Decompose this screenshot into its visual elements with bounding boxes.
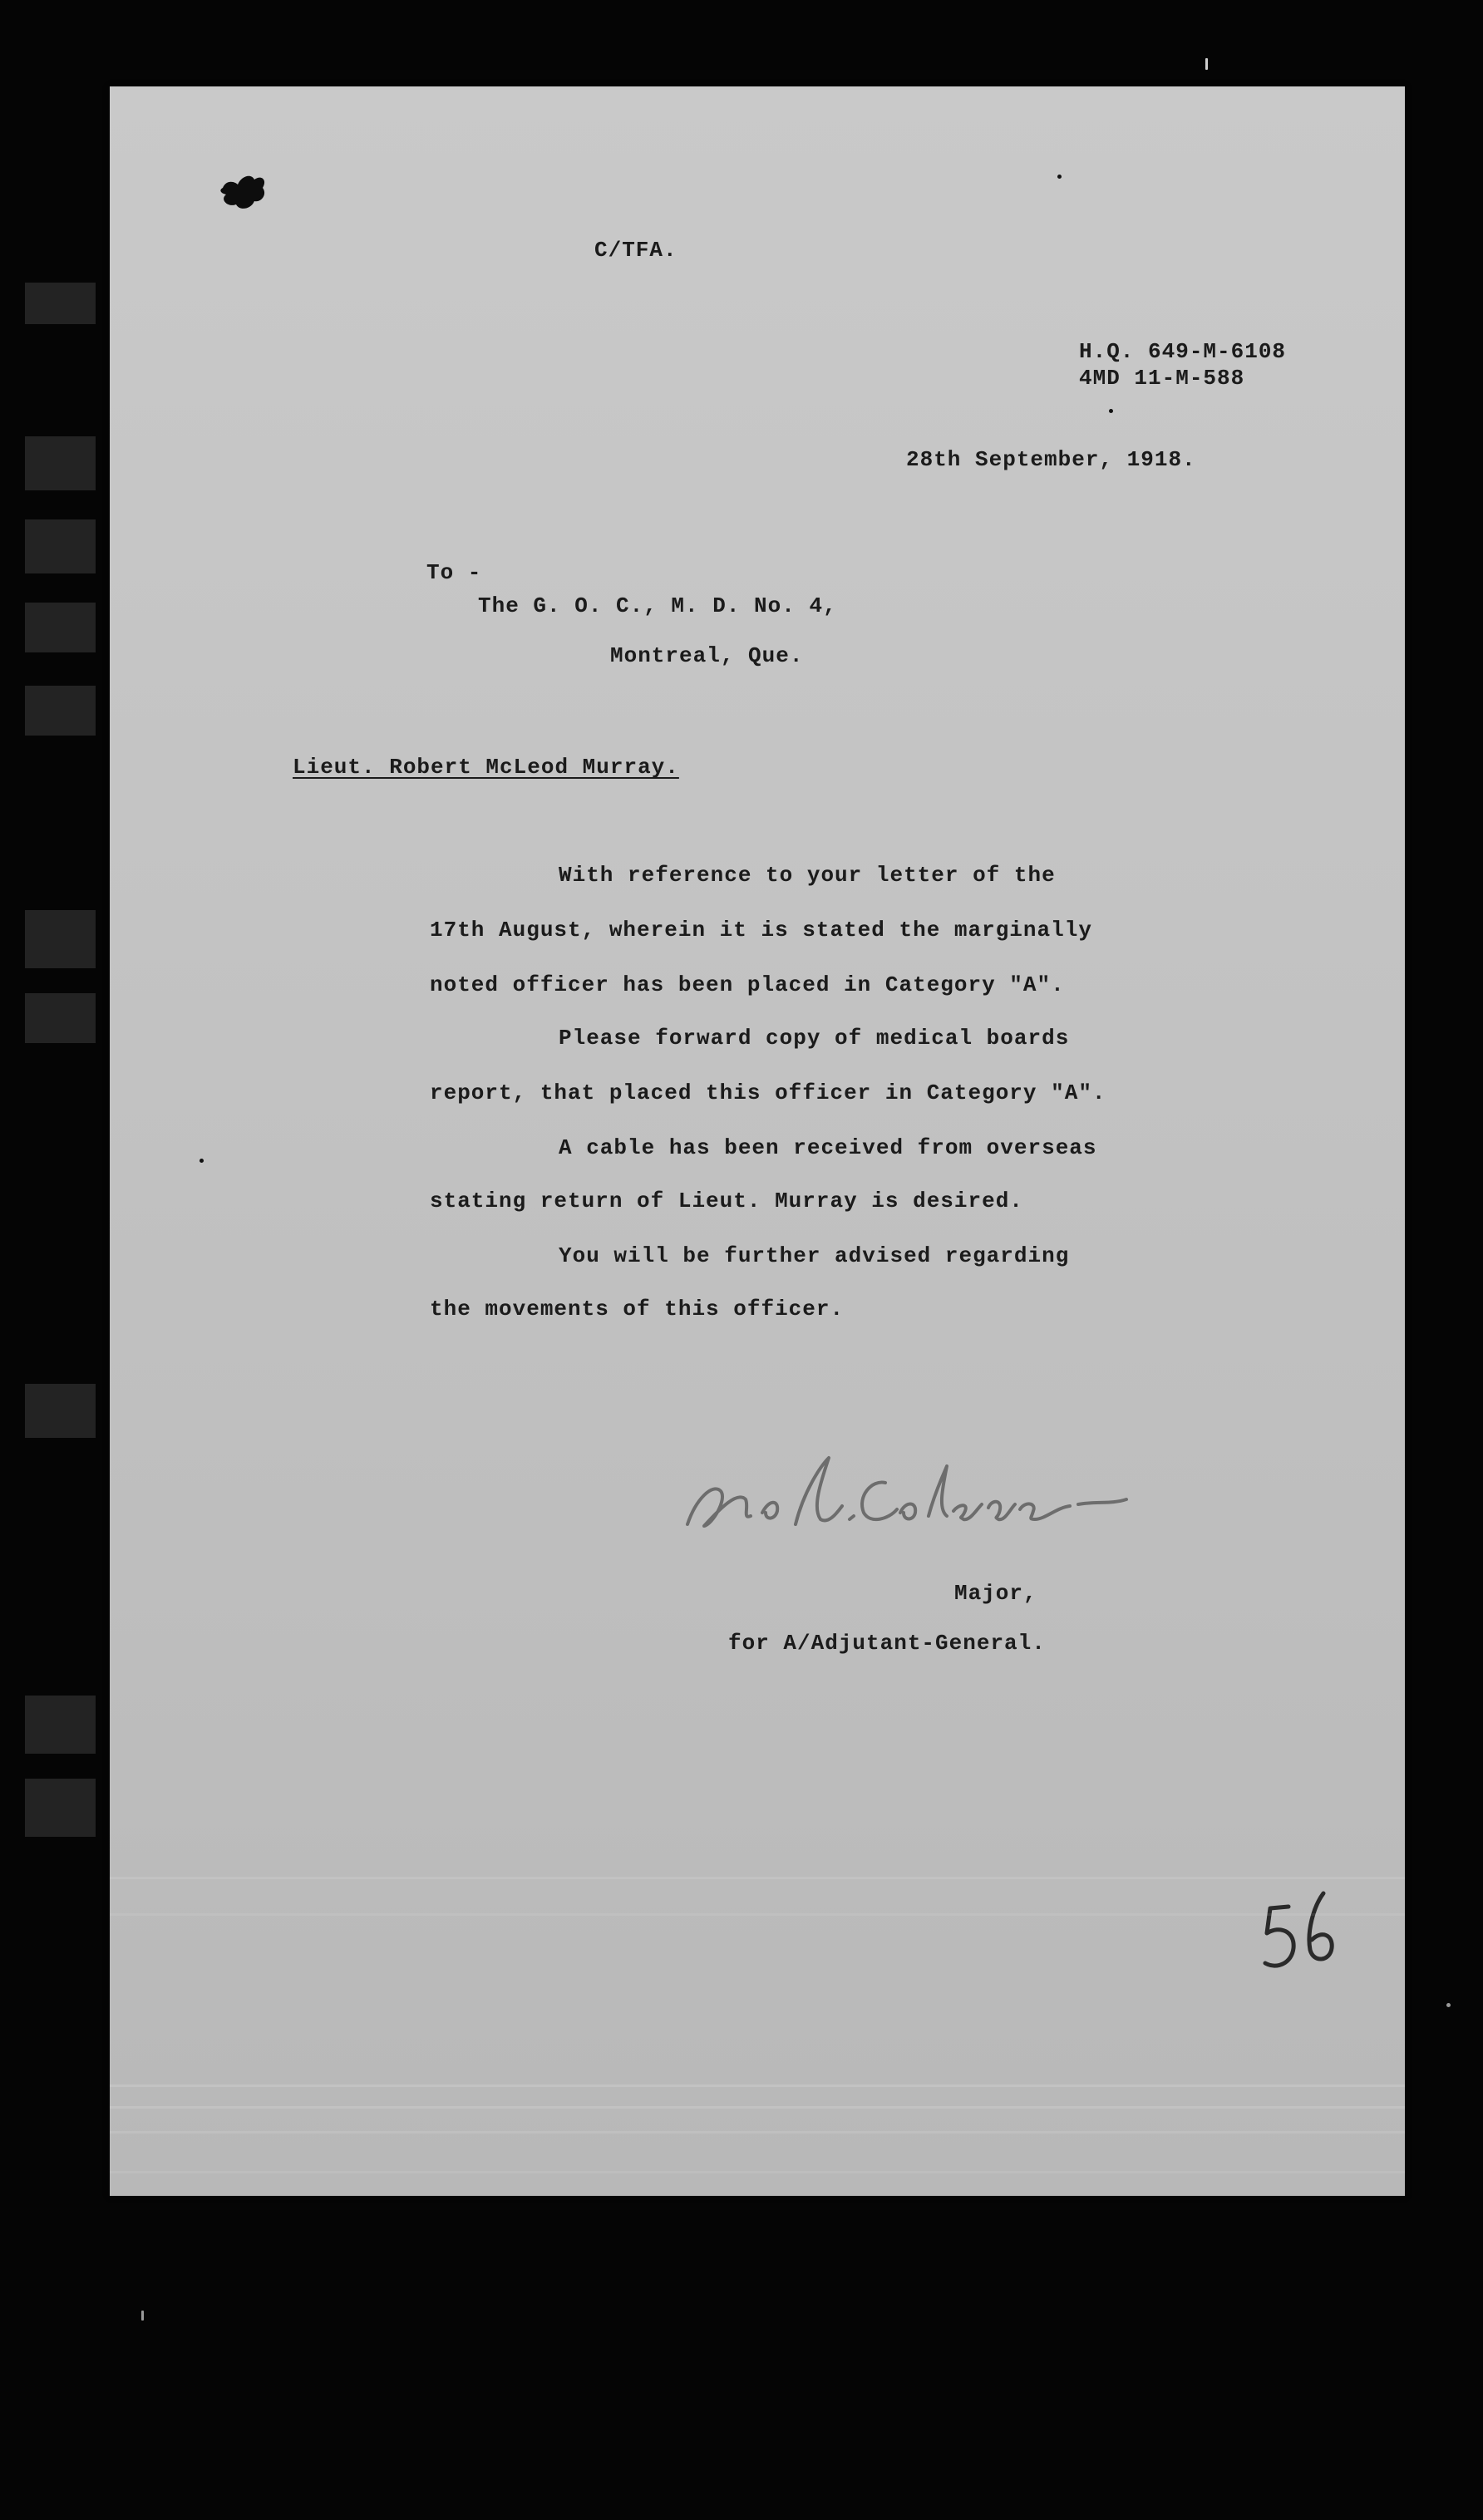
signatory-rank: Major, bbox=[954, 1581, 1037, 1606]
film-strip-mark bbox=[25, 1384, 96, 1438]
body-line: A cable has been received from overseas bbox=[559, 1135, 1097, 1160]
film-strip-mark bbox=[25, 1779, 96, 1837]
scan-artifact bbox=[110, 2131, 1405, 2134]
body-line: With reference to your letter of the bbox=[559, 863, 1056, 888]
letter-date: 28th September, 1918. bbox=[906, 447, 1196, 472]
addressee-city: Montreal, Que. bbox=[610, 643, 804, 668]
film-strip-mark bbox=[25, 910, 96, 968]
addressee: The G. O. C., M. D. No. 4, bbox=[478, 593, 837, 618]
scan-artifact bbox=[110, 1877, 1405, 1879]
scan-speck bbox=[1446, 2003, 1451, 2007]
scan-artifact bbox=[110, 1913, 1405, 1916]
reference-number: H.Q. 649-M-6108 bbox=[1079, 339, 1287, 364]
body-line: the movements of this officer. bbox=[430, 1297, 845, 1322]
film-strip-mark bbox=[25, 436, 96, 490]
film-strip-mark bbox=[25, 519, 96, 573]
handwritten-page-number bbox=[1255, 1873, 1347, 1981]
body-line: 17th August, wherein it is stated the marginally bbox=[430, 918, 1092, 943]
file-code: C/TFA. bbox=[594, 238, 677, 263]
reference-number: 4MD 11-M-588 bbox=[1079, 366, 1245, 391]
handwritten-signature bbox=[679, 1433, 1132, 1549]
scan-speck bbox=[200, 1159, 204, 1163]
film-strip-mark bbox=[25, 686, 96, 736]
scan-artifact bbox=[110, 2084, 1405, 2087]
scan-speck bbox=[141, 2311, 144, 2321]
film-strip-mark bbox=[25, 993, 96, 1043]
body-line: You will be further advised regarding bbox=[559, 1243, 1070, 1268]
scan-artifact bbox=[110, 2106, 1405, 2109]
scan-artifact bbox=[110, 2171, 1405, 2173]
signatory-title: for A/Adjutant-General. bbox=[728, 1631, 1046, 1656]
scan-speck bbox=[1205, 58, 1208, 70]
to-label: To - bbox=[426, 560, 482, 585]
film-strip-mark bbox=[25, 283, 96, 324]
body-line: noted officer has been placed in Category "A". bbox=[430, 972, 1065, 997]
ink-blot-icon bbox=[218, 170, 269, 213]
body-line: Please forward copy of medical boards bbox=[559, 1026, 1070, 1051]
letter-page bbox=[110, 86, 1405, 2196]
body-line: stating return of Lieut. Murray is desired. bbox=[430, 1189, 1023, 1213]
film-strip-mark bbox=[25, 1696, 96, 1754]
scan-speck bbox=[1109, 409, 1113, 413]
subject-line: Lieut. Robert McLeod Murray. bbox=[293, 755, 679, 780]
film-strip-mark bbox=[25, 603, 96, 652]
scan-speck bbox=[1057, 175, 1062, 179]
body-line: report, that placed this officer in Category "A". bbox=[430, 1080, 1106, 1105]
